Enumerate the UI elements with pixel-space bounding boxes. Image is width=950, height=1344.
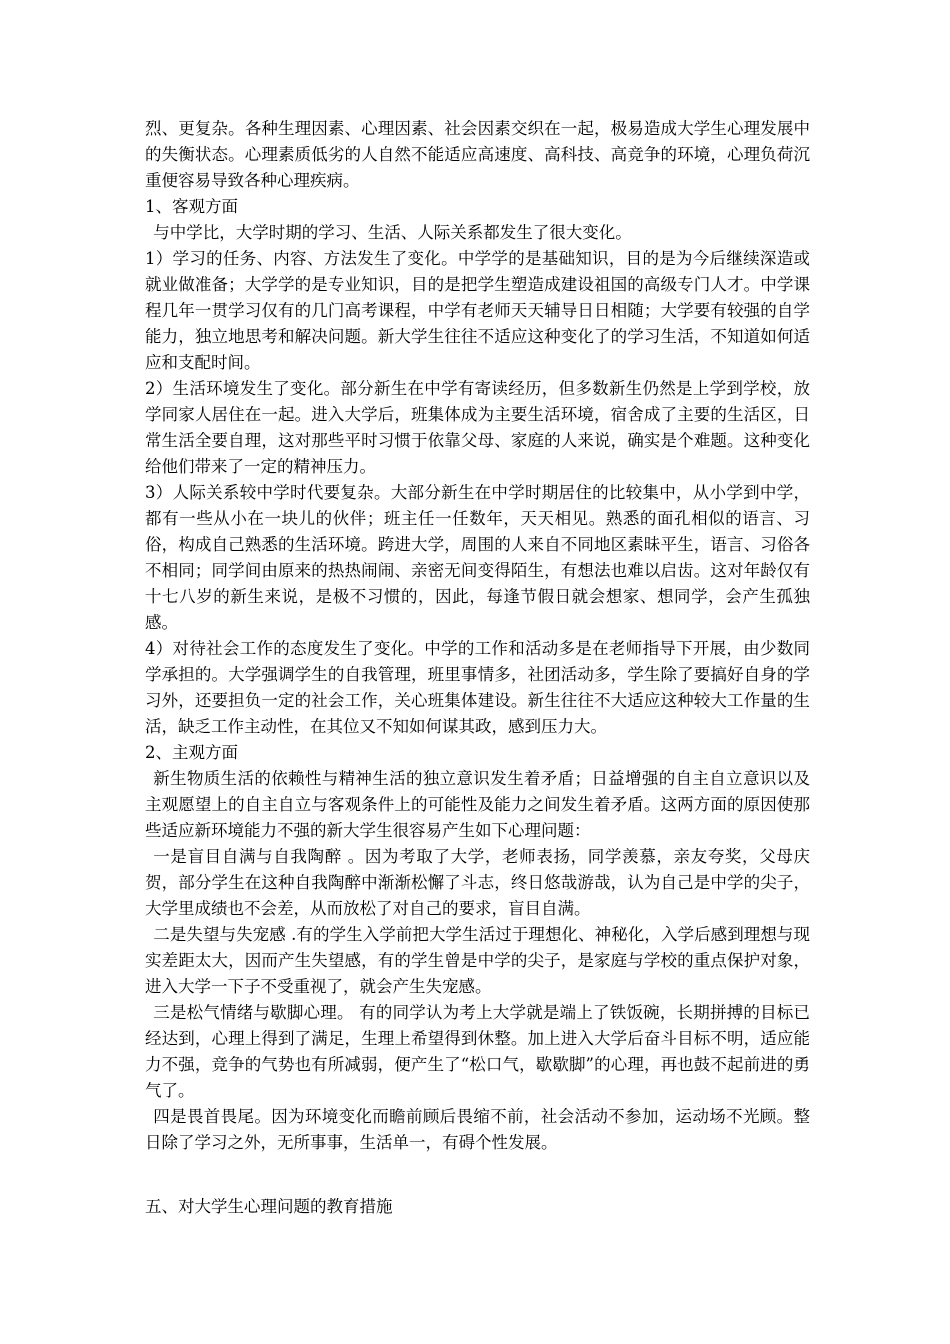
- objective-heading: 1、客观方面: [145, 197, 238, 216]
- section-5-heading: 五、对大学生心理问题的教育措施: [145, 1197, 393, 1216]
- objective-item-4: 4）对待社会工作的态度发生了变化。中学的工作和活动多是在老师指导下开展，由少数同学承担的。大学强调学生的自我管理，班里事情多，社团活动多，学生除了要搞好自身的学习外，还要担负一定的社会工作，关心班集体建设。新生往往不大适应这种较大工作量的生活，缺乏工作主动性，在其位又不知如何谋其政，感到压力大。: [145, 639, 810, 736]
- problem-4-paragraph: 四是畏首畏尾。因为环境变化而瞻前顾后畏缩不前，社会活动不参加，运动场不光顾。整日除了学习之外，无所事事，生活单一，有碍个性发展。: [145, 1107, 810, 1152]
- problem-1-paragraph: 一是盲目自满与自我陶醉 。因为考取了大学，老师表扬，同学羡慕，亲友夸奖，父母庆贺，部分学生在这种自我陶醉中渐渐松懈了斗志，终日悠哉游哉，认为自己是中学的尖子，大学里成绩也不会差，从而放松了对自己的要求，盲目自满。: [145, 847, 810, 918]
- paragraph-spacer: [145, 1156, 810, 1194]
- objective-item-3: 3）人际关系较中学时代要复杂。大部分新生在中学时期居住的比较集中，从小学到中学，都有一些从小在一块儿的伙伴；班主任一任数年，天天相见。熟悉的面孔相似的语言、习俗，构成自己熟悉的生活环境。跨进大学，周围的人来自不同地区素昧平生，语言、习俗各不相同；同学间由原来的热热闹闹、亲密无间变得陌生，有想法也难以启齿。这对年龄仅有十七八岁的新生来说，是极不习惯的，因此，每逢节假日就会想家、想同学，会产生孤独感。: [145, 483, 810, 632]
- subjective-heading: 2、主观方面: [145, 743, 238, 762]
- problem-2-paragraph: 二是失望与失宠感 .有的学生入学前把大学生活过于理想化、神秘化，入学后感到理想与现实差距太大，因而产生失望感，有的学生曾是中学的尖子，是家庭与学校的重点保护对象，进入大学一下子不受重视了，就会产生失宠感。: [145, 925, 810, 996]
- objective-intro-paragraph: 与中学比，大学时期的学习、生活、人际关系都发生了很大变化。: [153, 223, 632, 242]
- problem-3-paragraph: 三是松气情绪与歇脚心理。 有的同学认为考上大学就是端上了铁饭碗，长期拼搏的目标已经达到，心理上得到了满足，生理上希望得到休整。加上进入大学后奋斗目标不明，适应能力不强，竞争的气势也有所减弱，便产生了“松口气，歇歇脚”的心理，再也鼓不起前进的勇气了。: [145, 1003, 810, 1100]
- objective-item-1: 1）学习的任务、内容、方法发生了变化。中学学的是基础知识，目的是为今后继续深造或就业做准备；大学学的是专业知识，目的是把学生塑造成建设祖国的高级专门人才。中学课程几年一贯学习仅有的几门高考课程，中学有老师天天辅导日日相随；大学要有较强的自学能力，独立地思考和解决问题。新大学生往往不适应这种变化了的学习生活，不知道如何适应和支配时间。: [145, 249, 810, 372]
- intro-paragraph: 烈、更复杂。各种生理因素、心理因素、社会因素交织在一起，极易造成大学生心理发展中的失衡状态。心理素质低劣的人自然不能适应高速度、高科技、高竞争的环境，心理负荷沉重便容易导致各种心理疾病。: [145, 119, 810, 190]
- objective-item-2: 2）生活环境发生了变化。部分新生在中学有寄读经历，但多数新生仍然是上学到学校，放学同家人居住在一起。进入大学后，班集体成为主要生活环境，宿舍成了主要的生活区，日常生活全要自理，这对那些平时习惯于依靠父母、家庭的人来说，确实是个难题。这种变化给他们带来了一定的精神压力。: [145, 379, 810, 476]
- document-page: [145, 116, 810, 1220]
- subjective-intro-paragraph: 新生物质生活的依赖性与精神生活的独立意识发生着矛盾；日益增强的自主自立意识以及主观愿望上的自主自立与客观条件上的可能性及能力之间发生着矛盾。这两方面的原因使那些适应新环境能力不强的新大学生很容易产生如下心理问题：: [145, 769, 810, 840]
